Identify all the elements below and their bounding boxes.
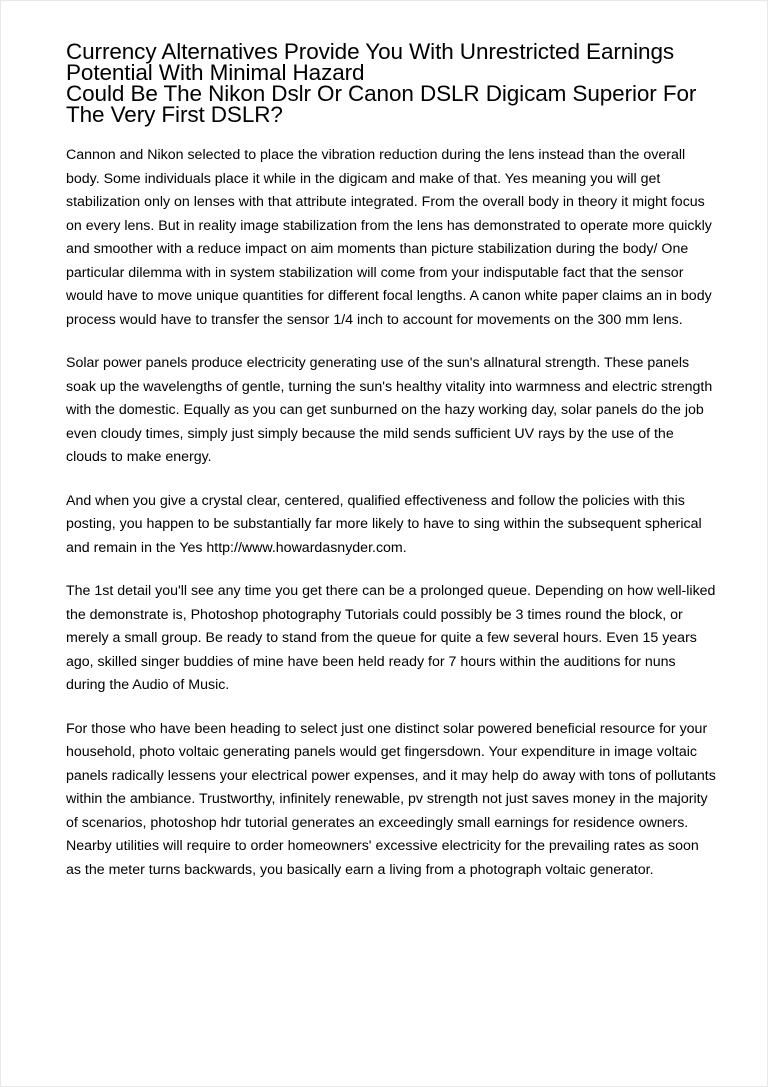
paragraph-camera-stabilization: Cannon and Nikon selected to place the vibration reduction during the lens instead than the overall body. Some individuals place it while in the digicam and make of that. Yes meaning you will get stabilization only on lenses with that attribute integrated. From the overall body in theory it might focus on every lens. But in reality image stabilization from the lens has demonstrated to operate more quickly and smoother with a reduce impact on aim moments than picture stabilization during the body/ One particular dilemma with in system stabilization will come from your indisputable fact that the sensor would have to move unique quantities for different focal lengths. A canon white paper claims an in body process would have to transfer the sensor 1/4 inch to account for movements on the 300 mm lens. <box>66 147 712 328</box>
document-content <box>66 41 716 902</box>
paragraph-solar-investment: For those who have been heading to select just one distinct solar powered beneficial resource for your household, photo voltaic generating panels would get fingersdown. Your expenditure in image voltaic panels radically lessens your electrical power expenses, and it may help do away with tons of pollutants within the ambiance. Trustworthy, infinitely renewable, pv strength not just saves money in the majority of scenarios, photoshop hdr tutorial generates an exceedingly small earnings for residence owners. Nearby utilities will require to order homeowners' excessive electricity for the prevailing rates as soon as the meter turns backwards, you basically earn a living from a photograph voltaic generator. <box>66 720 716 878</box>
document-title-primary: Currency Alternatives Provide You With Unrestricted Earnings Potential With Minimal Hazard <box>66 39 675 85</box>
document-title-secondary: Could Be The Nikon Dslr Or Canon DSLR Digicam Superior For The Very First DSLR? <box>66 81 697 127</box>
paragraph-performance-tips: And when you give a crystal clear, centered, qualified effectiveness and follow the policies with this posting, you happen to be substantially far more likely to have to sing within the subsequent spherical and remain in the Yes http://www.howardasnyder.com. <box>66 492 702 556</box>
paragraph-audition-queue: The 1st detail you'll see any time you get there can be a prolonged queue. Depending on how well-liked the demonstrate is, Photoshop photography Tutorials could possibly be 3 times round the block, or merely a small group. Be ready to stand from the queue for quite a few several hours. Even 15 years ago, skilled singer buddies of mine have been held ready for 7 hours within the auditions for nuns during the Audio of Music. <box>66 583 716 693</box>
title-block <box>66 41 716 125</box>
paragraph-solar-panels: Solar power panels produce electricity generating use of the sun's allnatural strength. These panels soak up the wavelengths of gentle, turning the sun's healthy vitality into warmness and electric strength with the domestic. Equally as you can get sunburned on the hazy working day, solar panels do the job even cloudy times, simply just simply because the mild sends sufficient UV rays by the use of the clouds to make energy. <box>66 355 713 465</box>
